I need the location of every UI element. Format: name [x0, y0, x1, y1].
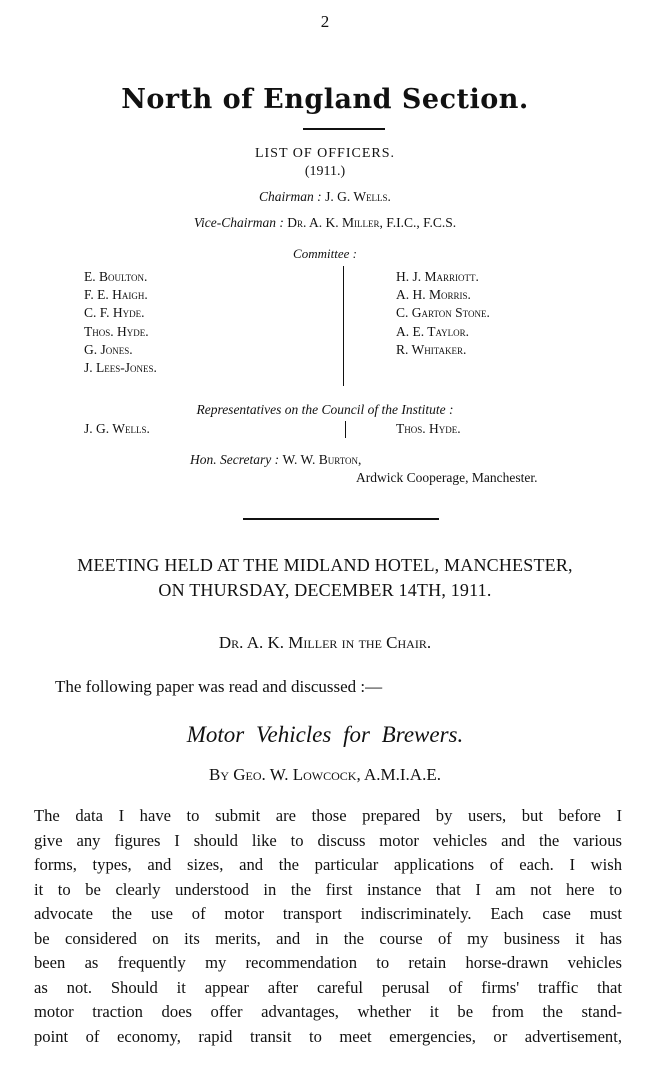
meeting-intro: The following paper was read and discussed :— [55, 677, 383, 696]
paper-title: Motor Vehicles for Brewers. [186, 722, 464, 747]
committee-left-column [84, 268, 157, 377]
body-line: forms, types, and sizes, and the particular applications of each. I wish [34, 855, 622, 874]
committee-member: A. H. Morris. [396, 287, 471, 303]
committee-label: Committee : [293, 246, 357, 261]
representatives-label: Representatives on the Council of the Institute : [196, 402, 454, 417]
representatives-divider [345, 421, 346, 438]
committee-right-column [396, 268, 490, 359]
section-divider-rule [243, 518, 439, 520]
officers-year: (1911.) [304, 164, 346, 179]
meeting-heading-line: MEETING HELD AT THE MIDLAND HOTEL, MANCHESTER, [77, 555, 573, 575]
vice-chairman-label: Vice-Chairman : [193, 215, 284, 230]
title-rule [303, 128, 385, 130]
chairman-label: Chairman : [259, 189, 322, 204]
meeting-heading-line: ON THURSDAY, DECEMBER 14TH, 1911. [158, 580, 492, 600]
paper-body [34, 804, 622, 1049]
page-number: 2 [320, 12, 330, 31]
body-line: it to be clearly understood in the first instance that I am not here to [34, 879, 622, 899]
hon-secretary-label: Hon. Secretary : [190, 452, 280, 467]
officers-heading: LIST OF OFFICERS. [254, 146, 396, 161]
chairman-name: J. G. Wells. [325, 189, 391, 204]
paper-author: By Geo. W. Lowcock, A.M.I.A.E. [209, 765, 441, 784]
committee-member: A. E. Taylor. [396, 323, 470, 339]
body-line: been as frequently my recommendation to retain horse-drawn vehicles [34, 953, 622, 972]
section-title: North of England Section. [121, 84, 529, 115]
body-line: point of economy, rapid transit to meet emergencies, or advertisement, [34, 1026, 622, 1046]
hon-secretary-name: W. W. Burton, [282, 452, 362, 467]
body-line: as not. Should it appear after careful perusal of firms' traffic that [34, 977, 622, 997]
committee-member: G. Jones. [84, 341, 133, 357]
committee-member: E. Boulton. [84, 269, 148, 284]
chairman-line [0, 189, 650, 205]
meeting-chair: Dr. A. K. Miller in the Chair. [218, 633, 432, 652]
committee-member: C. F. Hyde. [84, 305, 145, 321]
committee-divider [343, 266, 344, 386]
vice-chairman-line [0, 215, 650, 231]
body-line: motor traction does offer advantages, whether it be from the stand- [34, 1002, 622, 1021]
committee-member: J. Lees-Jones. [84, 360, 157, 376]
committee-member: F. E. Haigh. [84, 287, 148, 303]
committee-member: H. J. Marriott. [396, 269, 479, 284]
body-line: give any figures I should like to discuss motor vehicles and the various [34, 830, 622, 850]
meeting-heading [0, 553, 650, 603]
representative-right: Thos. Hyde. [396, 421, 461, 436]
body-line: advocate the use of motor transport indiscriminately. Each case must [34, 904, 622, 923]
committee-member: Thos. Hyde. [84, 323, 149, 339]
vice-chairman-name: Dr. A. K. Miller, F.I.C., F.C.S. [287, 215, 457, 230]
body-line: The data I have to submit are those prepared by users, but before I [34, 806, 622, 825]
hon-secretary-address: Ardwick Cooperage, Manchester. [356, 470, 538, 485]
committee-member: C. Garton Stone. [396, 305, 490, 321]
hon-secretary-line [190, 452, 361, 468]
body-line: be considered on its merits, and in the course of my business it has [34, 928, 622, 948]
committee-member: R. Whitaker. [396, 341, 467, 357]
representative-left: J. G. Wells. [84, 421, 150, 436]
